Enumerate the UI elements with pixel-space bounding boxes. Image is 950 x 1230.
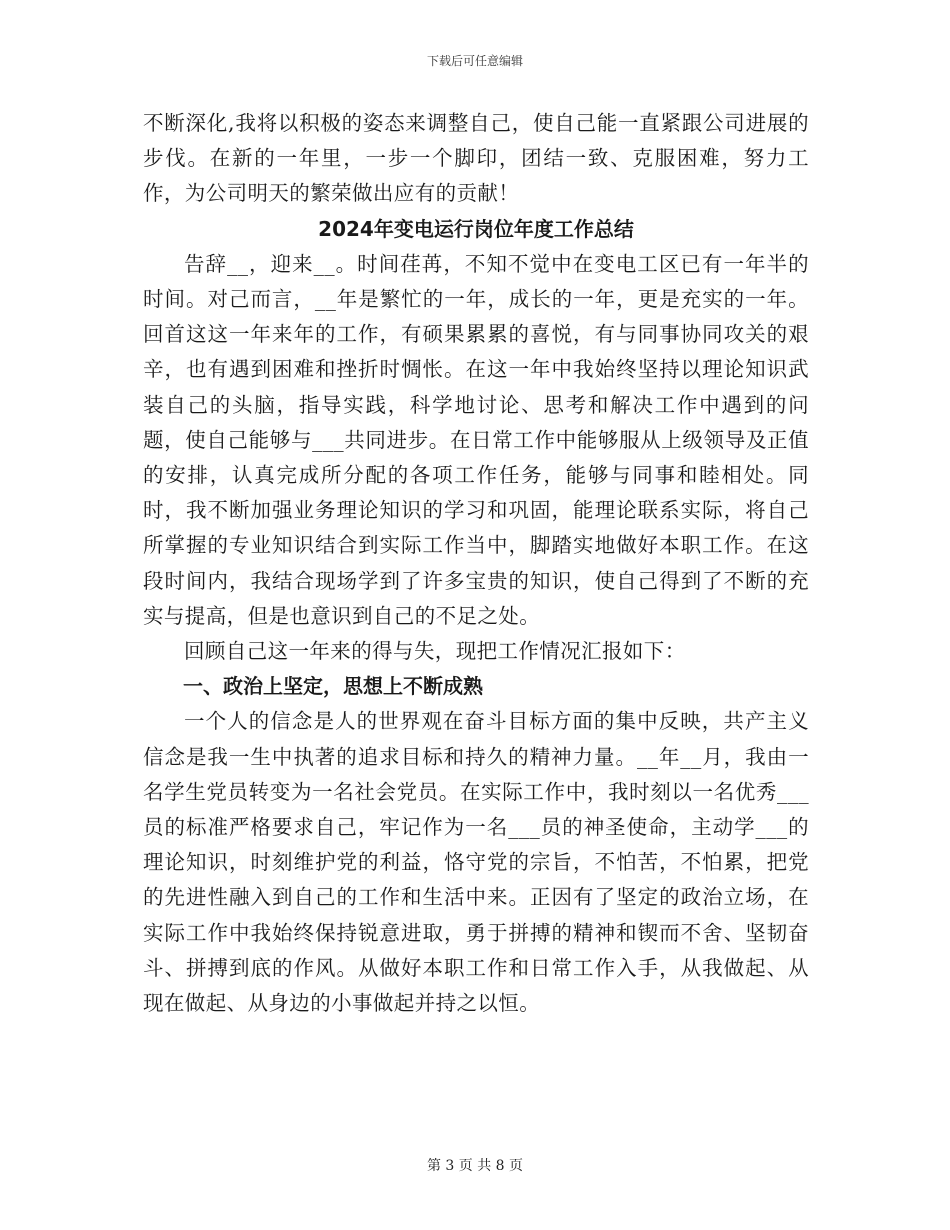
document-title: 2024年变电运行岗位年度工作总结 <box>318 216 634 241</box>
page-header-note: 下载后可任意编辑 <box>426 54 523 68</box>
page-number: 第 3 页 共 8 页 <box>426 1158 524 1174</box>
paragraph-review: 回顾自己这一年来的得与失，现把工作情况汇报如下： <box>184 639 686 664</box>
continuation-paragraph: 不断深化,我将以积极的姿态来调整自己，使自己能一直紧跟公司进展的步伐。在新的一年里，一步一个脚印，团结一致、克服困难，努力工作，为公司明天的繁荣做出应有的贡献！ <box>143 111 809 206</box>
paragraph-intro: 告辞__，迎来__。时间荏苒，不知不觉中在变电工区已有一年半的时间。对己而言，__年是繁忙的一年，成长的一年，更是充实的一年。回首这这一年来年的工作，有硕果累累的喜悦，有与同事协同攻关的艰辛，也有遇到困难和挫折时惆怅。在这一年中我始终坚持以理论知识武装自己的头脑，指导实践，科学地讨论、思考和解决工作中遇到的问题，使自己能够与___共同进步。在日常工作中能够服从上级领导及正值的安排，认真完成所分配的各项工作任务，能够与同事和睦相处。同时，我不断加强业务理论知识的学习和巩固，能理论联系实际，将自己所掌握的专业知识结合到实际工作当中，脚踏实地做好本职工作。在这段时间内，我结合现场学到了许多宝贵的知识，使自己得到了不断的充实与提高，但是也意识到自己的不足之处。 <box>143 251 809 628</box>
document-body <box>143 106 809 1021</box>
section-heading-1: 一、政治上坚定，思想上不断成熟 <box>183 674 483 699</box>
paragraph-political: 一个人的信念是人的世界观在奋斗目标方面的集中反映，共产主义信念是我一生中执著的追求目标和持久的精神力量。__年__月，我由一名学生党员转变为一名社会党员。在实际工作中，我时刻以一名优秀___员的标准严格要求自己，牢记作为一名___员的神圣使命，主动学___的理论知识，时刻维护党的利益，恪守党的宗旨，不怕苦，不怕累，把党的先进性融入到自己的工作和生活中来。正因有了坚定的政治立场，在实际工作中我始终保持锐意进取，勇于拼搏的精神和锲而不舍、坚韧奋斗、拼搏到底的作风。从做好本职工作和日常工作入手，从我做起、从现在做起、从身边的小事做起并持之以恒。 <box>143 709 809 1016</box>
